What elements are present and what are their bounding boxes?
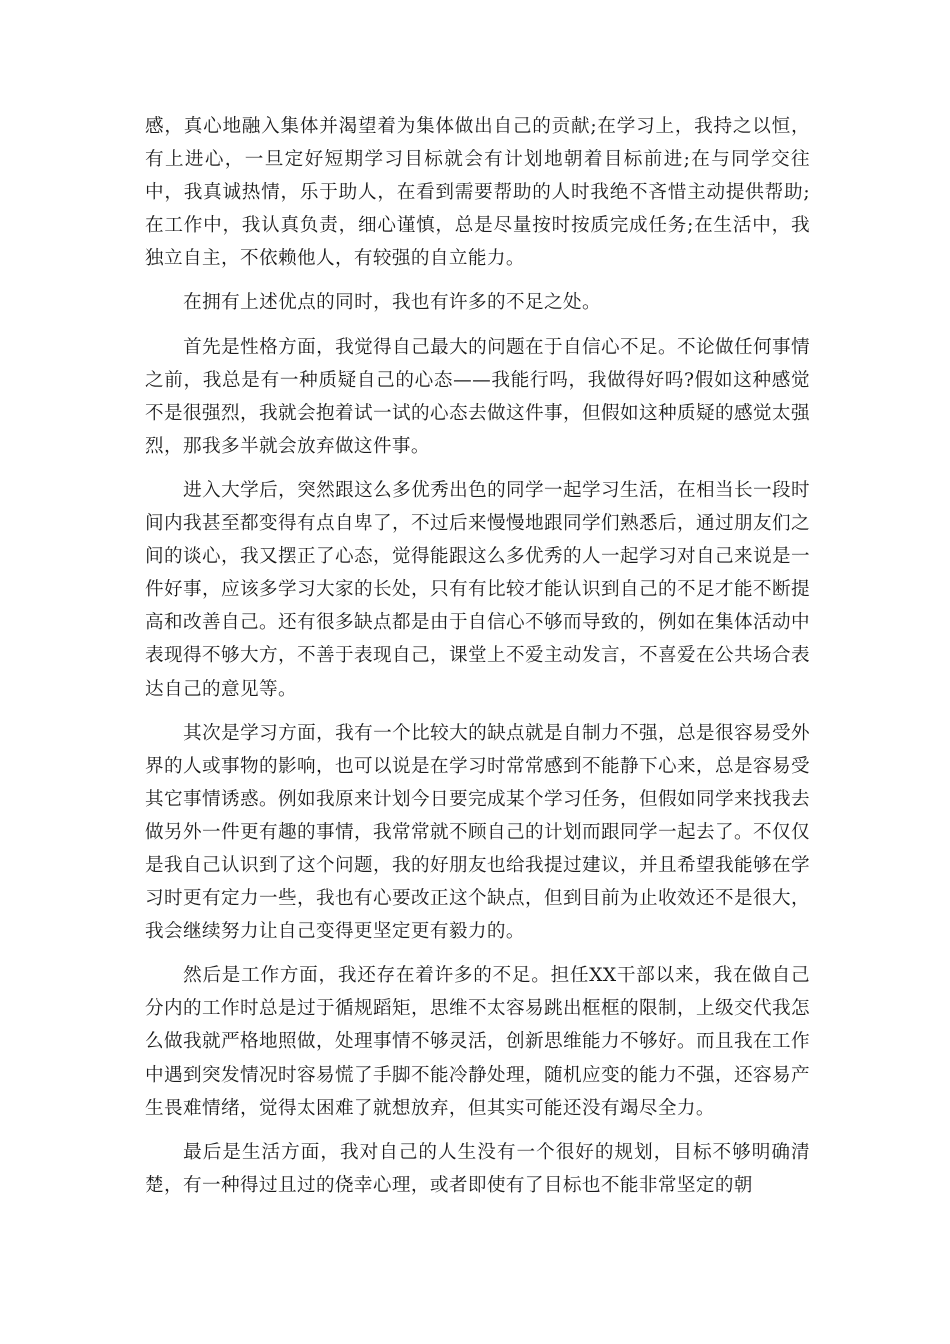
paragraph-study: 其次是学习方面，我有一个比较大的缺点就是自制力不强，总是很容易受外界的人或事物的影响，也可以说是在学习时常常感到不能静下心来，总是容易受其它事情诱惑。例如我原来计划今日要完成某个学习任务，但假如同学来找我去做另外一件更有趣的事情，我常常就不顾自己的计划而跟同学一起去了。不仅仅是我自己认识到了这个问题，我的好朋友也给我提过建议，并且希望我能够在学习时更有定力一些，我也有心要改正这个缺点，但到目前为止收效还不是很大，我会继续努力让自己变得更坚定更有毅力的。 (145, 722, 810, 943)
paragraph-shortcomings-intro: 在拥有上述优点的同时，我也有许多的不足之处。 (183, 292, 601, 314)
document-body (145, 110, 810, 1213)
paragraph-work: 然后是工作方面，我还存在着许多的不足。担任XX干部以来，我在做自己分内的工作时总是过于循规蹈矩，思维不太容易跳出框框的限制，上级交代我怎么做我就严格地照做，处理事情不够灵活，创新思维能力不够好。而且我在工作中遇到突发情况时容易慌了手脚不能冷静处理，随机应变的能力不强，还容易产生畏难情绪，觉得太困难了就想放弃，但其实可能还没有竭尽全力。 (145, 965, 810, 1119)
paragraph-college-confidence: 进入大学后，突然跟这么多优秀出色的同学一起学习生活，在相当长一段时间内我甚至都变得有点自卑了，不过后来慢慢地跟同学们熟悉后，通过朋友们之间的谈心，我又摆正了心态，觉得能跟这么多优秀的人一起学习对自己来说是一件好事，应该多学习大家的长处，只有有比较才能认识到自己的不足才能不断提高和改善自己。还有很多缺点都是由于自信心不够而导致的，例如在集体活动中表现得不够大方，不善于表现自己，课堂上不爱主动发言，不喜爱在公共场合表达自己的意见等。 (145, 479, 810, 700)
paragraph-strengths-continued: 感，真心地融入集体并渴望着为集体做出自己的贡献;在学习上，我持之以恒，有上进心，一旦定好短期学习目标就会有计划地朝着目标前进;在与同学交往中，我真诚热情，乐于助人，在看到需要帮助的人时我绝不吝惜主动提供帮助;在工作中，我认真负责，细心谨慎，总是尽量按时按质完成任务;在生活中，我独立自主，不依赖他人，有较强的自立能力。 (145, 116, 810, 270)
paragraph-life: 最后是生活方面，我对自己的人生没有一个很好的规划，目标不够明确清楚，有一种得过且过的侥幸心理，或者即使有了目标也不能非常坚定的朝 (145, 1141, 810, 1196)
paragraph-personality: 首先是性格方面，我觉得自己最大的问题在于自信心不足。不论做任何事情之前，我总是有一种质疑自己的心态——我能行吗，我做得好吗?假如这种感觉不是很强烈，我就会抱着试一试的心态去做这件事，但假如这种质疑的感觉太强烈，那我多半就会放弃做这件事。 (145, 336, 810, 457)
